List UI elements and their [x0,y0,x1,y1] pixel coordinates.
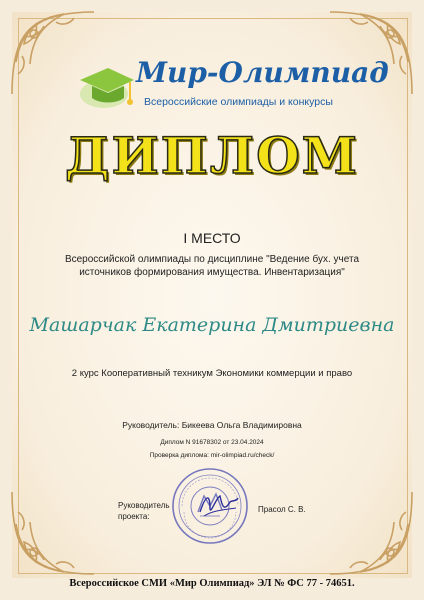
discipline-line-2: источников формирования имущества. Инвентаризация" [79,267,345,278]
discipline-text [60,253,364,279]
verification-line: Проверка диплома: mir-olimpiad.ru/check/ [149,452,275,459]
place-label: I МЕСТО [183,230,241,246]
signer-name: Прасол С. В. [258,505,306,514]
supervisor-line: Руководитель: Бикеева Ольга Владимировна [122,420,302,430]
discipline-line-1: Всероссийской олимпиады по дисциплине "Ведение бух. учета [64,254,360,265]
logo-subtitle: Всероссийские олимпиады и конкурсы [144,96,333,108]
ornament-corner-bottom-left [4,486,100,582]
footer-registration: Всероссийское СМИ «Мир Олимпиад» ЭЛ № ФС 77 - 74651. [69,578,355,589]
diploma-number: Диплом N 91678302 от 23.04.2024 [160,439,264,446]
handwritten-signature [196,490,240,520]
logo-title: Мир-Олимпиад [136,56,389,89]
diploma-title: ДИПЛОМ [64,126,360,185]
brand-logo [74,52,389,122]
recipient-name: Машарчак Екатерина Дмитриевна [29,314,395,336]
graduation-cap-icon [74,56,136,116]
ornament-corner-bottom-right [324,486,420,582]
signature-label-line-2: проекта: [118,512,150,521]
signature-label-line-1: Руководитель [118,501,170,510]
study-info: 2 курс Кооперативный техникум Экономики коммерции и право [71,368,353,379]
signature-label [118,500,178,522]
